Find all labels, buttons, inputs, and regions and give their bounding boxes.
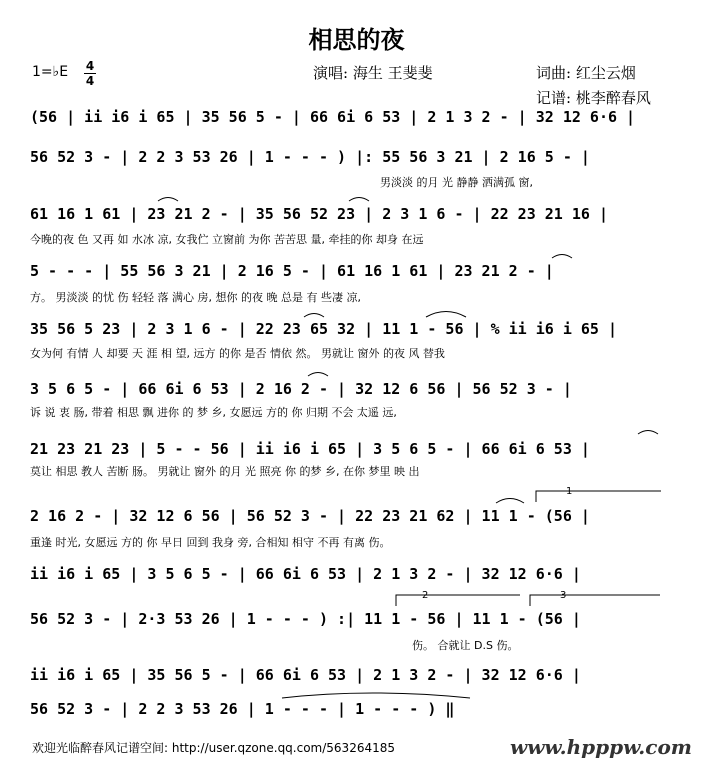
volta-2-bracket	[396, 595, 520, 606]
lyrics-row-6: 诉 说 衷 肠, 带着 相思 飘 进你 的 梦 乡, 女愿远 方的 你 归期 不会 太遥 远,	[30, 406, 397, 419]
song-title: 相思的夜	[308, 25, 405, 54]
volta-3-bracket	[530, 595, 660, 606]
footer-text: 欢迎光临醉春风记谱空间: http://user.qzone.qq.com/563264185	[32, 741, 396, 755]
lyrics-row-2: 男淡淡 的月 光 静静 洒满孤 窗,	[380, 176, 533, 189]
notes-row-6: 3 5 6 5 - | 66 6i 6 53 | 2 16 2 - | 32 12 6 56 | 56 52 3 - |	[30, 380, 572, 398]
transcriber: 记谱: 桃李醉春风	[536, 89, 651, 107]
notes-row-9: ii i6 i 65 | 3 5 6 5 - | 66 6i 6 53 | 2 1 3 2 - | 32 12 6·6 |	[30, 565, 581, 583]
key-signature: 1=♭E	[32, 64, 69, 80]
lyrics-row-4: 方。 男淡淡 的忧 伤 轻轻 落 满心 房, 想你 的夜 晚 总是 有 些凄 凉,	[30, 291, 361, 304]
slur-6	[308, 373, 328, 377]
lyrics-row-8: 重逢 时光, 女愿远 方的 你 早日 回到 我身 旁, 合相知 相守 不再 有离 伤。	[30, 536, 391, 549]
notes-row-8: 2 16 2 - | 32 12 6 56 | 56 52 3 - | 22 23 21 62 | 11 1 - (56 |	[30, 507, 590, 525]
notes-row-1: (56 | ii i6 i 65 | 35 56 5 - | 66 6i 6 53 | 2 1 3 2 - | 32 12 6·6 |	[30, 108, 636, 126]
lyrics-row-5: 女为何 有情 人 却要 天 涯 相 望, 远方 的你 是否 情依 然。 男就让 窗外 的夜 风 替我	[30, 347, 445, 360]
volta-3-number: 3	[560, 590, 567, 601]
notes-row-11: ii i6 i 65 | 35 56 5 - | 66 6i 6 53 | 2 1 3 2 - | 32 12 6·6 |	[30, 666, 581, 684]
slur-8	[496, 499, 524, 504]
site-logo: www.hpppw.com	[510, 735, 692, 759]
notes-row-5: 35 56 5 23 | 2 3 1 6 - | 22 23 65 32 | 11 1 - 56 | % ii i6 i 65 |	[30, 320, 617, 338]
slur-5	[426, 312, 466, 318]
slur-3	[552, 255, 572, 259]
slur-9	[282, 693, 470, 698]
slur-2	[349, 198, 369, 202]
volta-1-number: 1	[566, 486, 573, 497]
notes-row-2: 56 52 3 - | 2 2 3 53 26 | 1 - - - ) |: 55 56 3 21 | 2 16 5 - |	[30, 148, 590, 166]
slur-4	[304, 314, 324, 318]
slur-1	[158, 198, 178, 202]
volta-2-number: 2	[422, 590, 429, 601]
lyrics-row-3: 今晚的夜 色 又再 如 水冰 凉, 女我伫 立窗前 为你 苦苦思 量, 牵挂的你 却身 在远	[30, 233, 424, 246]
composer: 词曲: 红尘云烟	[536, 64, 636, 82]
slur-7	[638, 431, 658, 435]
notes-row-7: 21 23 21 23 | 5 - - 56 | ii i6 i 65 | 3 5 6 5 - | 66 6i 6 53 |	[30, 440, 590, 458]
volta-1-bracket	[536, 491, 661, 502]
notes-row-12: 56 52 3 - | 2 2 3 53 26 | 1 - - - | 1 - - - ) ‖	[30, 700, 455, 718]
time-signature-top: 4	[85, 59, 95, 73]
lyrics-row-10: 伤。 合就让 D.S 伤。	[412, 639, 519, 652]
notes-row-3: 61 16 1 61 | 23 21 2 - | 35 56 52 23 | 2 3 1 6 - | 22 23 21 16 |	[30, 205, 608, 223]
performers: 演唱: 海生 王斐斐	[313, 64, 433, 82]
time-signature-bottom: 4	[85, 74, 95, 88]
notes-row-10: 56 52 3 - | 2·3 53 26 | 1 - - - ) :| 11 1 - 56 | 11 1 - (56 |	[30, 610, 581, 628]
notes-row-4: 5 - - - | 55 56 3 21 | 2 16 5 - | 61 16 1 61 | 23 21 2 - |	[30, 262, 554, 280]
lyrics-row-7: 莫让 相思 教人 苦断 肠。 男就让 窗外 的月 光 照亮 你 的梦 乡, 在你 梦里 映 出	[30, 465, 420, 478]
